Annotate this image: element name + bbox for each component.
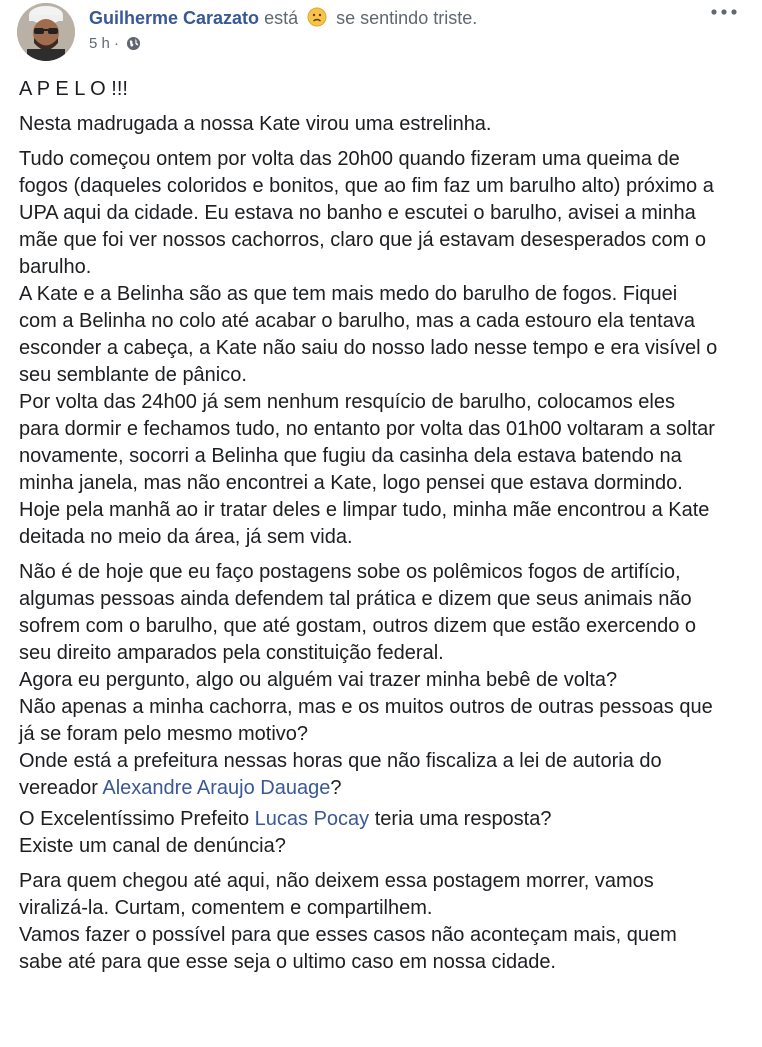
text-fragment: ? [330, 777, 342, 799]
text-line: Não apenas a minha cachorra, mas e os muitos outros de outras pessoas que [19, 696, 713, 718]
avatar-image [17, 3, 75, 61]
mention-link-alexandre[interactable]: Alexandre Araujo Dauage [102, 777, 331, 799]
globe-icon[interactable] [126, 36, 141, 57]
post-author-line [89, 6, 477, 33]
post-paragraph-3 [19, 559, 749, 802]
text-line: sofrem com o barulho, que até gostam, outros dizem que estão exercendo o [19, 615, 697, 637]
status-prefix: está [264, 8, 299, 28]
text-line: UPA aqui da cidade. Eu estava no banho e escutei o barulho, avisei a minha [19, 202, 696, 224]
post-body [19, 76, 749, 976]
status-suffix: se sentindo triste. [336, 8, 478, 28]
text-fragment: teria uma resposta? [369, 808, 552, 830]
text-line: Hoje pela manhã ao ir tratar deles e limpar tudo, minha mãe encontrou a Kate [19, 499, 710, 521]
more-options-icon[interactable] [708, 2, 740, 22]
author-name[interactable]: Guilherme Carazato [89, 8, 260, 28]
sad-face-emoji-icon [307, 7, 327, 33]
post-header [0, 0, 762, 62]
text-line: Existe um canal de denúncia? [19, 835, 286, 857]
avatar[interactable] [17, 3, 75, 61]
text-line: deitada no meio da área, já sem vida. [19, 526, 353, 548]
post-title: A P E L O !!! [19, 78, 128, 100]
text-line [19, 775, 749, 802]
text-line: barulho. [19, 256, 92, 278]
text-line: Não é de hoje que eu faço postagens sobe os polêmicos fogos de artifício, [19, 561, 681, 583]
text-line: com a Belinha no colo até acabar o barulho, mas a cada estouro ela tentava [19, 310, 695, 332]
text-line: mãe que foi ver nossos cachorros, claro que já estavam desesperados com o [19, 229, 707, 251]
text-line: A Kate e a Belinha são as que tem mais medo do barulho de fogos. Fiquei [19, 283, 678, 305]
text-line: fogos (daqueles coloridos e bonitos, que ao fim faz um barulho alto) próximo a [19, 175, 714, 197]
post-paragraph-2 [19, 146, 749, 551]
text-line: já se foram pelo mesmo motivo? [19, 723, 309, 745]
post-paragraph-4 [19, 806, 749, 860]
text-fragment: O Excelentíssimo Prefeito [19, 808, 255, 830]
text-line: Agora eu pergunto, algo ou alguém vai trazer minha bebê de volta? [19, 669, 618, 691]
mention-link-lucas[interactable]: Lucas Pocay [254, 808, 370, 830]
post-paragraph-5 [19, 868, 749, 976]
text-line: Vamos fazer o possível para que esses casos não aconteçam mais, quem [19, 924, 677, 946]
post-meta [89, 34, 141, 57]
text-line: Por volta das 24h00 já sem nenhum resquício de barulho, colocamos eles [19, 391, 675, 413]
text-line [19, 806, 749, 833]
text-line: sabe até para que esse seja o ultimo caso em nossa cidade. [19, 951, 556, 973]
post-paragraph-1: Nesta madrugada a nossa Kate virou uma estrelinha. [19, 113, 492, 135]
text-line: novamente, socorri a Belinha que fugiu da casinha dela estava batendo na [19, 445, 682, 467]
text-line: Tudo começou ontem por volta das 20h00 quando fizeram uma queima de [19, 148, 680, 170]
post-time[interactable]: 5 h · [89, 35, 120, 52]
text-line: Onde está a prefeitura nessas horas que não fiscaliza a lei de autoria do [19, 750, 662, 772]
text-line: esconder a cabeça, a Kate não saiu do nosso lado nesse tempo e era visível o [19, 337, 718, 359]
text-line: para dormir e fechamos tudo, no entanto por volta das 01h00 voltaram a soltar [19, 418, 715, 440]
text-fragment: vereador [19, 777, 103, 799]
text-line: viralizá-la. Curtam, comentem e compartilhem. [19, 897, 433, 919]
text-line: seu semblante de pânico. [19, 364, 247, 386]
text-line: algumas pessoas ainda defendem tal prática e dizem que seus animais não [19, 588, 692, 610]
text-line: minha janela, mas não encontrei a Kate, logo pensei que estava dormindo. [19, 472, 683, 494]
text-line: seu direito amparados pela constituição federal. [19, 642, 444, 664]
text-line: Para quem chegou até aqui, não deixem essa postagem morrer, vamos [19, 870, 654, 892]
